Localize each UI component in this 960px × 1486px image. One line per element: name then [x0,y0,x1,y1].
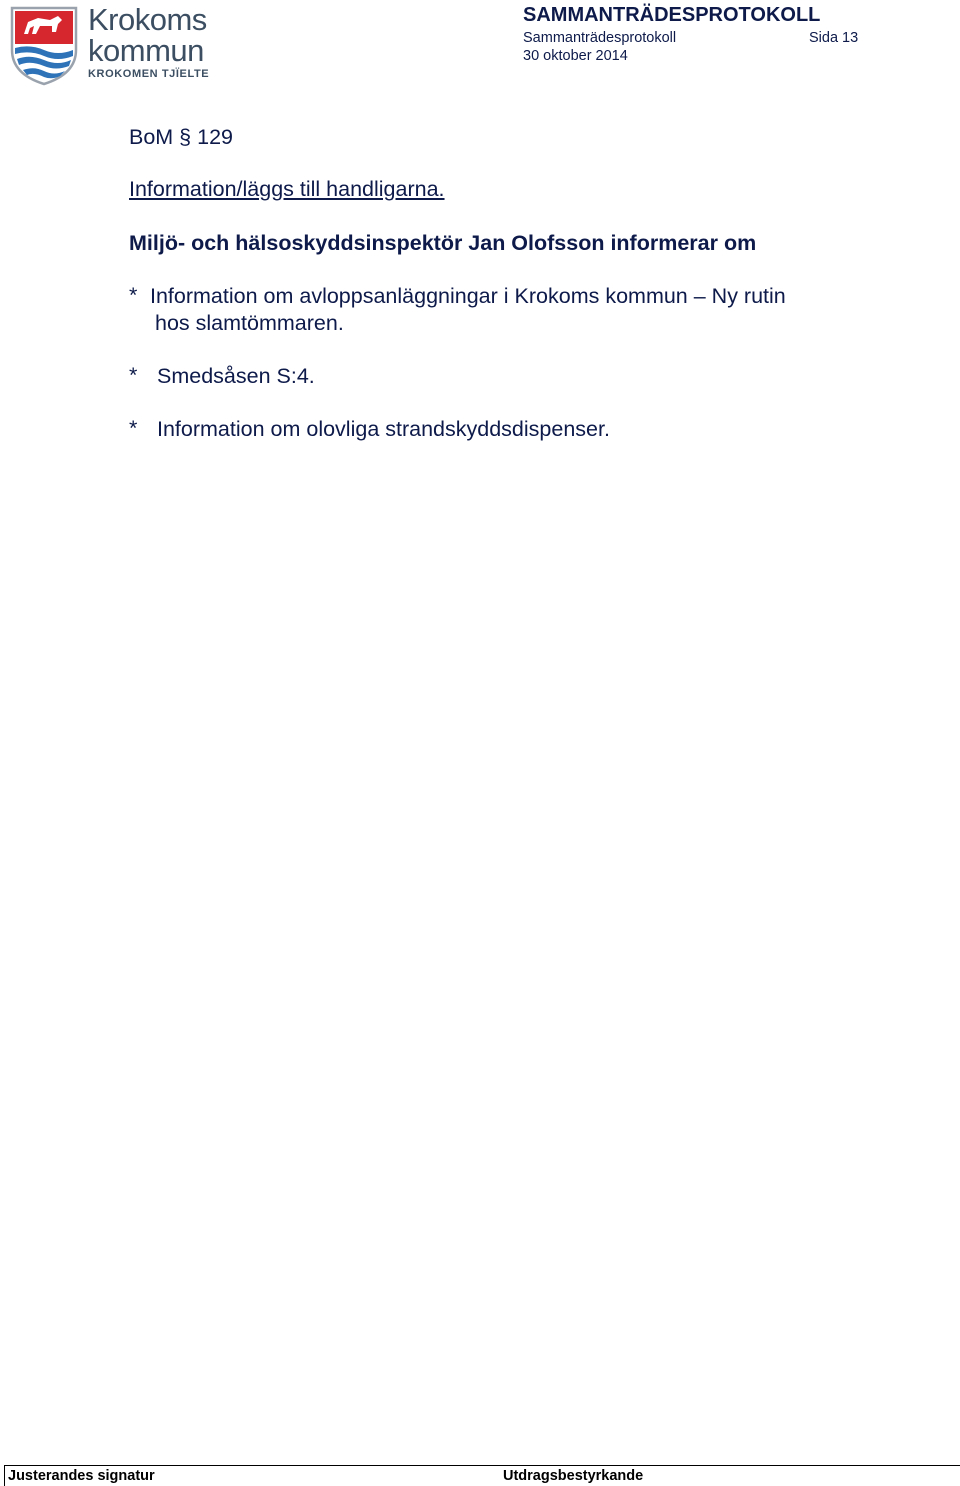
footer-box-edge [4,1465,5,1486]
logo-name-line1: Krokoms [88,2,207,37]
list-item-text-line2: hos slamtömmaren. [155,311,344,335]
signature-label: Justerandes signatur [8,1468,155,1484]
logo-name [88,4,207,66]
list-item [129,283,839,337]
list-item-text: Information om olovliga strandskyddsdispenser. [157,417,610,441]
list-item-text: Smedsåsen S:4. [157,364,315,388]
bullet-marker: * [129,416,138,440]
list-item-text [129,283,839,337]
certification-label: Utdragsbestyrkande [503,1468,644,1484]
bullet-marker: * [129,283,138,307]
list-item [129,363,839,390]
krokoms-kommun-logo [8,4,223,86]
bullet-marker: * [129,363,138,387]
coat-of-arms-icon [8,4,80,86]
list-item-text-line1: Information om avloppsanläggningar i Krokoms kommun – Ny rutin [150,284,786,308]
document-title: SAMMANTRÄDESPROTOKOLL [523,4,821,26]
decision-text: Information/läggs till handligarna. [129,177,445,201]
page-number: Sida 13 [809,30,859,46]
paragraph-id: BoM § 129 [129,125,233,149]
presenter-heading: Miljö- och hälsoskyddsinspektör Jan Olofsson informerar om [129,231,757,255]
list-item [129,416,839,443]
logo-name-line2: kommun [88,33,204,68]
logo-subtitle: KROKOMEN TJÏELTE [88,68,210,80]
document-type: Sammanträdesprotokoll [523,30,677,46]
meeting-date: 30 oktober 2014 [523,48,628,64]
footer-divider [4,1465,960,1466]
